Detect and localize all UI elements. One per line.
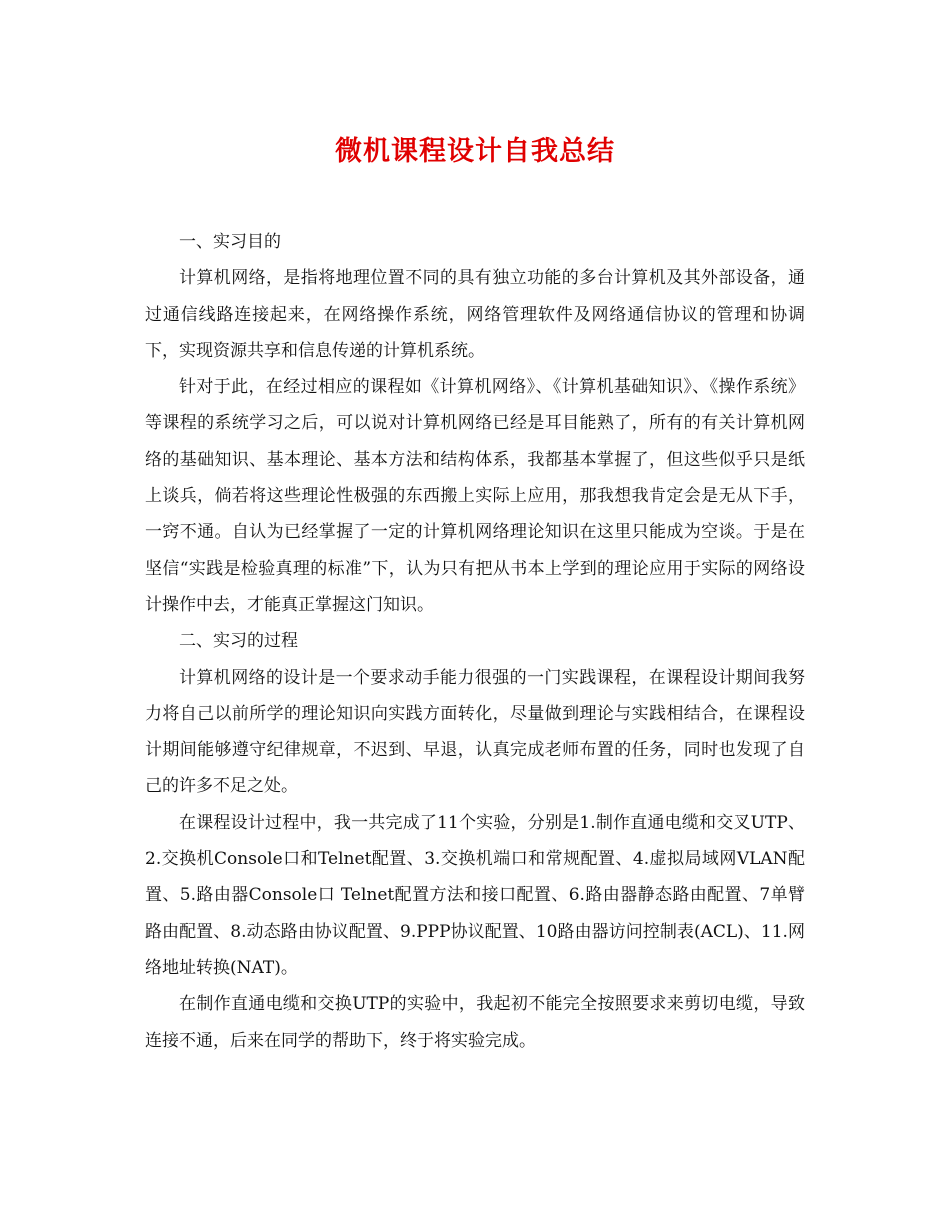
paragraph: 在课程设计过程中，我一共完成了11个实验，分别是1.制作直通电缆和交叉UTP、2.交换机Console口和Telnet配置、3.交换机端口和常规配置、4.虚拟局域网VLAN配置、5.路由器Console口 Telnet配置方法和接口配置、6.路由器静态路由配置、7单臂路由配置、8.动态路由协议配置、9.PPP协议配置、10路由器访问控制表(ACL)、11.网络地址转换(NAT)。 xyxy=(145,812,805,978)
paragraph: 针对于此，在经过相应的课程如《计算机网络》、《计算机基础知识》、《操作系统》等课程的系统学习之后，可以说对计算机网络已经是耳目能熟了，所有的有关计算机网络的基础知识、基本理论、基本方法和结构体系，我都基本掌握了，但这些似乎只是纸上谈兵，倘若将这些理论性极强的东西搬上实际上应用，那我想我肯定会是无从下手，一窍不通。自认为已经掌握了一定的计算机网络理论知识在这里只能成为空谈。于是在坚信“实践是检验真理的标准”下，认为只有把从书本上学到的理论应用于实际的网络设计操作中去，才能真正掌握这门知识。 xyxy=(145,377,805,615)
paragraph: 在制作直通电缆和交换UTP的实验中，我起初不能完全按照要求来剪切电缆，导致连接不通，后来在同学的帮助下，终于将实验完成。 xyxy=(145,994,805,1051)
paragraph: 计算机网络，是指将地理位置不同的具有独立功能的多台计算机及其外部设备，通过通信线路连接起来，在网络操作系统，网络管理软件及网络通信协议的管理和协调下，实现资源共享和信息传递的计算机系统。 xyxy=(145,268,805,361)
paragraph: 计算机网络的设计是一个要求动手能力很强的一门实践课程，在课程设计期间我努力将自己以前所学的理论知识向实践方面转化，尽量做到理论与实践相结合，在课程设计期间能够遵守纪律规章，不迟到、早退，认真完成老师布置的任务，同时也发现了自己的许多不足之处。 xyxy=(145,667,805,797)
document-body xyxy=(145,224,805,1059)
section-heading-purpose: 一、实习目的 xyxy=(179,232,281,252)
section-heading-process: 二、实习的过程 xyxy=(179,631,298,652)
document-title: 微机课程设计自我总结 xyxy=(335,136,615,167)
